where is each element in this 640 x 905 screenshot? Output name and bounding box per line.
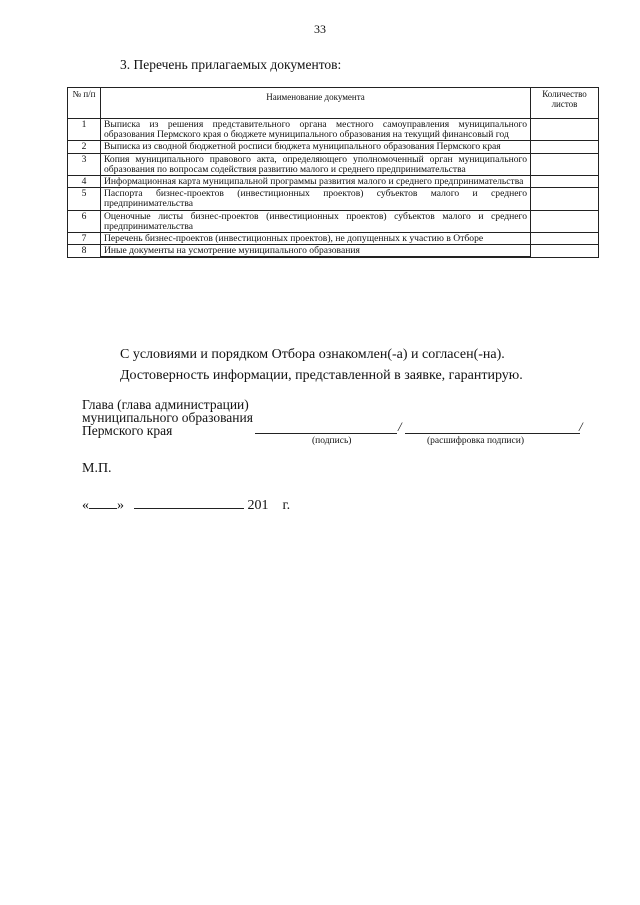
row-qty bbox=[531, 233, 599, 245]
signer-line: Пермского края bbox=[82, 423, 173, 438]
table-row bbox=[68, 119, 599, 141]
year-suffix: г. bbox=[282, 498, 291, 513]
signature-caption: (подпись) bbox=[312, 436, 352, 446]
row-name: Паспорта бизнес-проектов (инвестиционных проектов) субъектов малого и среднего предпринимательства bbox=[101, 188, 531, 210]
table-row bbox=[68, 141, 599, 153]
row-qty bbox=[531, 210, 599, 232]
documents-table bbox=[67, 87, 599, 258]
signer-line: муниципального образования bbox=[82, 410, 253, 425]
row-num: 5 bbox=[68, 188, 101, 210]
stamp-place: М.П. bbox=[82, 461, 112, 476]
row-qty bbox=[531, 188, 599, 210]
header-num: № п/п bbox=[68, 88, 101, 119]
page-number: 33 bbox=[314, 22, 326, 36]
row-name: Выписка из решения представительного органа местного самоуправления муниципального образования Пермского края о бюджете муниципального образования на текущий финансовый год bbox=[101, 119, 531, 141]
row-num: 3 bbox=[68, 153, 101, 175]
agreement-statement: С условиями и порядком Отбора ознакомлен(-а) и согласен(-на). bbox=[120, 347, 505, 362]
section-title: 3. Перечень прилагаемых документов: bbox=[120, 57, 342, 72]
row-qty bbox=[531, 245, 599, 258]
row-name: Информационная карта муниципальной программы развития малого и среднего предпринимательства bbox=[101, 176, 531, 188]
row-qty bbox=[531, 119, 599, 141]
table-row bbox=[68, 153, 599, 175]
table-row bbox=[68, 233, 599, 245]
row-name: Оценочные листы бизнес-проектов (инвестиционных проектов) субъектов малого и среднего предпринимательства bbox=[101, 210, 531, 232]
row-num: 4 bbox=[68, 176, 101, 188]
row-num: 2 bbox=[68, 141, 101, 153]
year-prefix: 201 bbox=[247, 498, 269, 513]
table-row bbox=[68, 245, 599, 258]
row-qty bbox=[531, 176, 599, 188]
date-line bbox=[82, 496, 290, 514]
row-name: Иные документы на усмотрение муниципального образования bbox=[101, 245, 531, 258]
row-num: 7 bbox=[68, 233, 101, 245]
table-row bbox=[68, 210, 599, 232]
header-name: Наименование документа bbox=[101, 88, 531, 119]
slash-separator: / bbox=[579, 419, 583, 434]
row-name: Выписка из сводной бюджетной росписи бюджета муниципального образования Пермского края bbox=[101, 141, 531, 153]
table-header-row bbox=[68, 88, 599, 119]
slash-separator: / bbox=[398, 419, 402, 434]
date-close-quote: » bbox=[117, 498, 124, 513]
row-num: 6 bbox=[68, 210, 101, 232]
guarantee-statement: Достоверность информации, представленной в заявке, гарантирую. bbox=[120, 368, 523, 383]
header-qty: Количество листов bbox=[531, 88, 599, 119]
date-open-quote: « bbox=[82, 498, 89, 513]
signature-line bbox=[255, 433, 397, 434]
signer-line: Глава (глава администрации) bbox=[82, 397, 249, 412]
day-blank bbox=[89, 496, 117, 509]
row-num: 1 bbox=[68, 119, 101, 141]
table-row bbox=[68, 176, 599, 188]
month-blank bbox=[134, 496, 244, 509]
row-name: Перечень бизнес-проектов (инвестиционных проектов), не допущенных к участию в Отборе bbox=[101, 233, 531, 245]
signer-title bbox=[82, 398, 253, 437]
row-qty bbox=[531, 141, 599, 153]
signature-decoding-line bbox=[405, 433, 580, 434]
row-num: 8 bbox=[68, 245, 101, 258]
row-qty bbox=[531, 153, 599, 175]
row-name: Копия муниципального правового акта, определяющего уполномоченный орган муниципального образования по вопросам содействия развитию малого и среднего предпринимательства bbox=[101, 153, 531, 175]
signature-decoding-caption: (расшифровка подписи) bbox=[427, 436, 524, 446]
table-row bbox=[68, 188, 599, 210]
